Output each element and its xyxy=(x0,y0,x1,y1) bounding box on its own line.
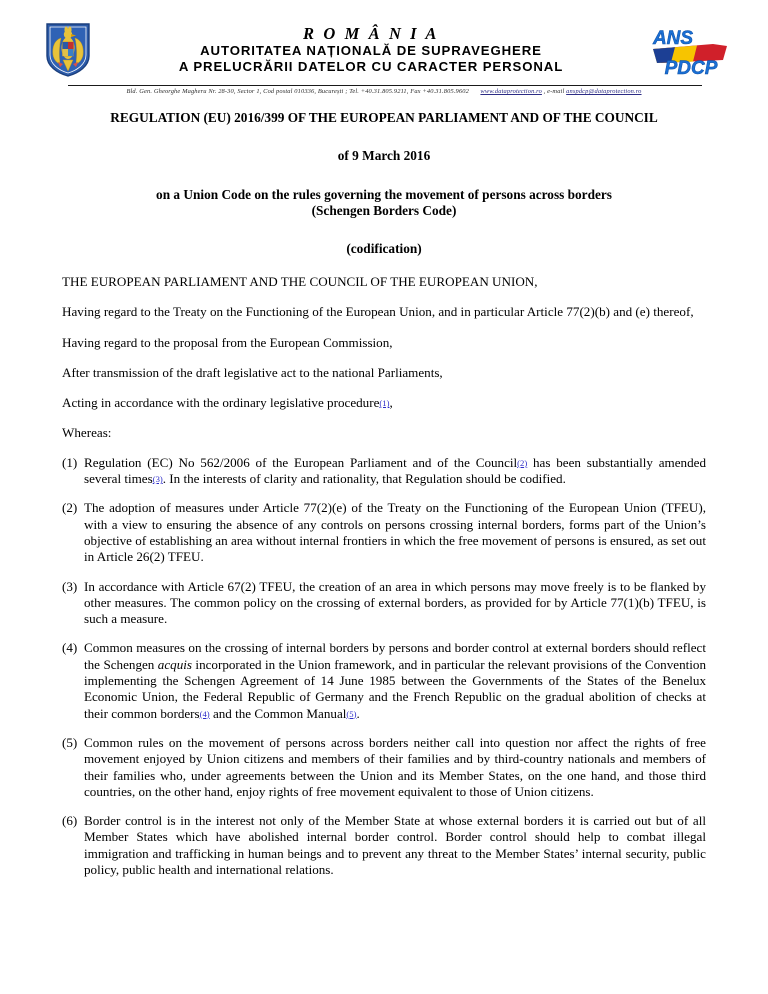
letterhead-address xyxy=(33,88,735,95)
acting-text: Acting in accordance with the ordinary legislative procedure xyxy=(62,395,380,411)
recital-text-end: . xyxy=(356,705,360,721)
romania-coat-of-arms-icon xyxy=(45,22,91,78)
recital-number: (3) xyxy=(62,578,78,594)
svg-text:ANS: ANS xyxy=(652,28,694,49)
regulation-title: REGULATION (EU) 2016/399 OF THE EUROPEAN PARLIAMENT AND OF THE COUNCIL xyxy=(110,110,658,125)
recital-text-end: . In the interests of clarity and rationality, that Regulation should be codified. xyxy=(162,471,566,487)
address-email-link[interactable]: anspdcp@dataprotection.ro xyxy=(566,88,642,95)
recital-number: (4) xyxy=(62,640,78,656)
recital-text-cont-2: and the Common Manual xyxy=(209,705,347,721)
recital-number: (6) xyxy=(62,813,78,829)
recital-text: Border control is in the interest not only of the Member State at whose external borders it is carried out but of all Member States which have abolished internal border control. Border control should help to combat illegal immigration and trafficking in human beings and to prevent any threat to the Member States’ internal security, public policy, public health and international relations. xyxy=(84,813,706,878)
regulation-date: of 9 March 2016 xyxy=(337,148,431,163)
country-name: R O M Â N I A xyxy=(303,24,439,43)
footnote-ref-2[interactable]: (2) xyxy=(517,457,528,468)
recital-number: (5) xyxy=(62,734,78,750)
recital-number: (1) xyxy=(62,454,78,470)
regulation-subject-line-2: (Schengen Borders Code) xyxy=(311,203,457,218)
anspdcp-logo-icon xyxy=(651,22,729,82)
recital-2 xyxy=(62,500,706,565)
address-website-link[interactable]: www.dataprotection.ro xyxy=(480,88,542,95)
recital-text: Common rules on the movement of persons across borders neither call into question nor affect the rights of free movement enjoyed by Union citizens and members of their families and by third-country nationals and members of their families who, under agreements between the Union and its Member States, on the one hand, and those third countries, on the other hand, enjoy rights of free movement equivalent to those of Union citizens. xyxy=(84,734,706,799)
codification-label: (codification) xyxy=(346,241,422,256)
footnote-ref-3[interactable]: (3) xyxy=(152,474,163,485)
recital-4 xyxy=(62,640,706,721)
recital-3 xyxy=(62,579,706,628)
preamble-acting-in-accordance xyxy=(62,395,706,411)
preamble-having-regard-proposal: Having regard to the proposal from the European Commission, xyxy=(62,334,393,350)
recital-text: The adoption of measures under Article 77(2)(e) of the Treaty on the Functioning of the European Union (TFEU), with a view to ensuring the absence of any controls on persons crossing internal borders, forms part of the Union’s objective of establishing an area without internal frontiers in which the free movement of persons is ensured, as set out in Article 26(2) TFEU. xyxy=(84,500,706,565)
recital-text: Regulation (EC) No 562/2006 of the European Parliament and of the Council xyxy=(84,454,518,470)
footnote-ref-4[interactable]: (4) xyxy=(199,708,210,719)
preamble-after-transmission: After transmission of the draft legislative act to the national Parliaments, xyxy=(62,364,443,380)
footnote-ref-5[interactable]: (5) xyxy=(346,708,357,719)
recital-text-cont: has been substantially amended several times xyxy=(84,454,706,487)
acting-suffix: , xyxy=(389,395,393,411)
preamble-whereas: Whereas: xyxy=(62,425,112,441)
address-main-text: Bld. Gen. Gheorghe Magheru Nr. 28-30, Sector 1, Cod postal 010336, București ; Tel. +40.31.805.9211, Fax +40.31.805.9602 xyxy=(126,88,469,95)
recital-text: Common measures on the crossing of internal borders by persons and border control at external borders should reflect the Schengen xyxy=(84,640,706,672)
recital-1 xyxy=(62,455,706,488)
recital-5 xyxy=(62,735,706,800)
regulation-subject-line-1: on a Union Code on the rules governing the movement of persons across borders xyxy=(156,187,612,202)
regulation-subject xyxy=(62,187,706,219)
letterhead-divider xyxy=(68,85,702,86)
document-body xyxy=(0,110,768,878)
recital-number: (2) xyxy=(62,500,78,516)
authority-line-1: AUTORITATEA NAȚIONALĂ DE SUPRAVEGHERE xyxy=(200,43,542,58)
recital-6 xyxy=(62,813,706,878)
preamble-having-regard-treaty: Having regard to the Treaty on the Functioning of the European Union, and in particular Article 77(2)(b) and (e) thereof, xyxy=(62,304,694,320)
svg-text:PDCP: PDCP xyxy=(664,58,718,79)
recital-text-cont: incorporated in the Union framework, and in particular the relevant provisions of the Convention implementing the Schengen Agreement of 14 June 1985 between the Governments of the States of the Benelux Economic Union, the Federal Republic of Germany and the French Republic on the gradual abolition of checks at their common borders xyxy=(84,656,706,721)
recital-italic-term: acquis xyxy=(157,656,192,672)
preamble-addressees: THE EUROPEAN PARLIAMENT AND THE COUNCIL OF THE EUROPEAN UNION, xyxy=(62,274,538,289)
authority-line-2: A PRELUCRĂRII DATELOR CU CARACTER PERSONAL xyxy=(178,59,564,74)
address-email-label: , e-mail xyxy=(543,88,567,95)
recital-text: In accordance with Article 67(2) TFEU, the creation of an area in which persons may move freely is to be flanked by other measures. The common policy on the crossing of external borders, as provided for by Article 77(1)(b) TFEU, is such a measure. xyxy=(84,578,706,627)
title-block xyxy=(62,110,706,257)
letterhead-titles xyxy=(91,24,651,75)
footnote-ref-1[interactable]: (1) xyxy=(379,398,390,409)
letterhead xyxy=(0,0,768,95)
